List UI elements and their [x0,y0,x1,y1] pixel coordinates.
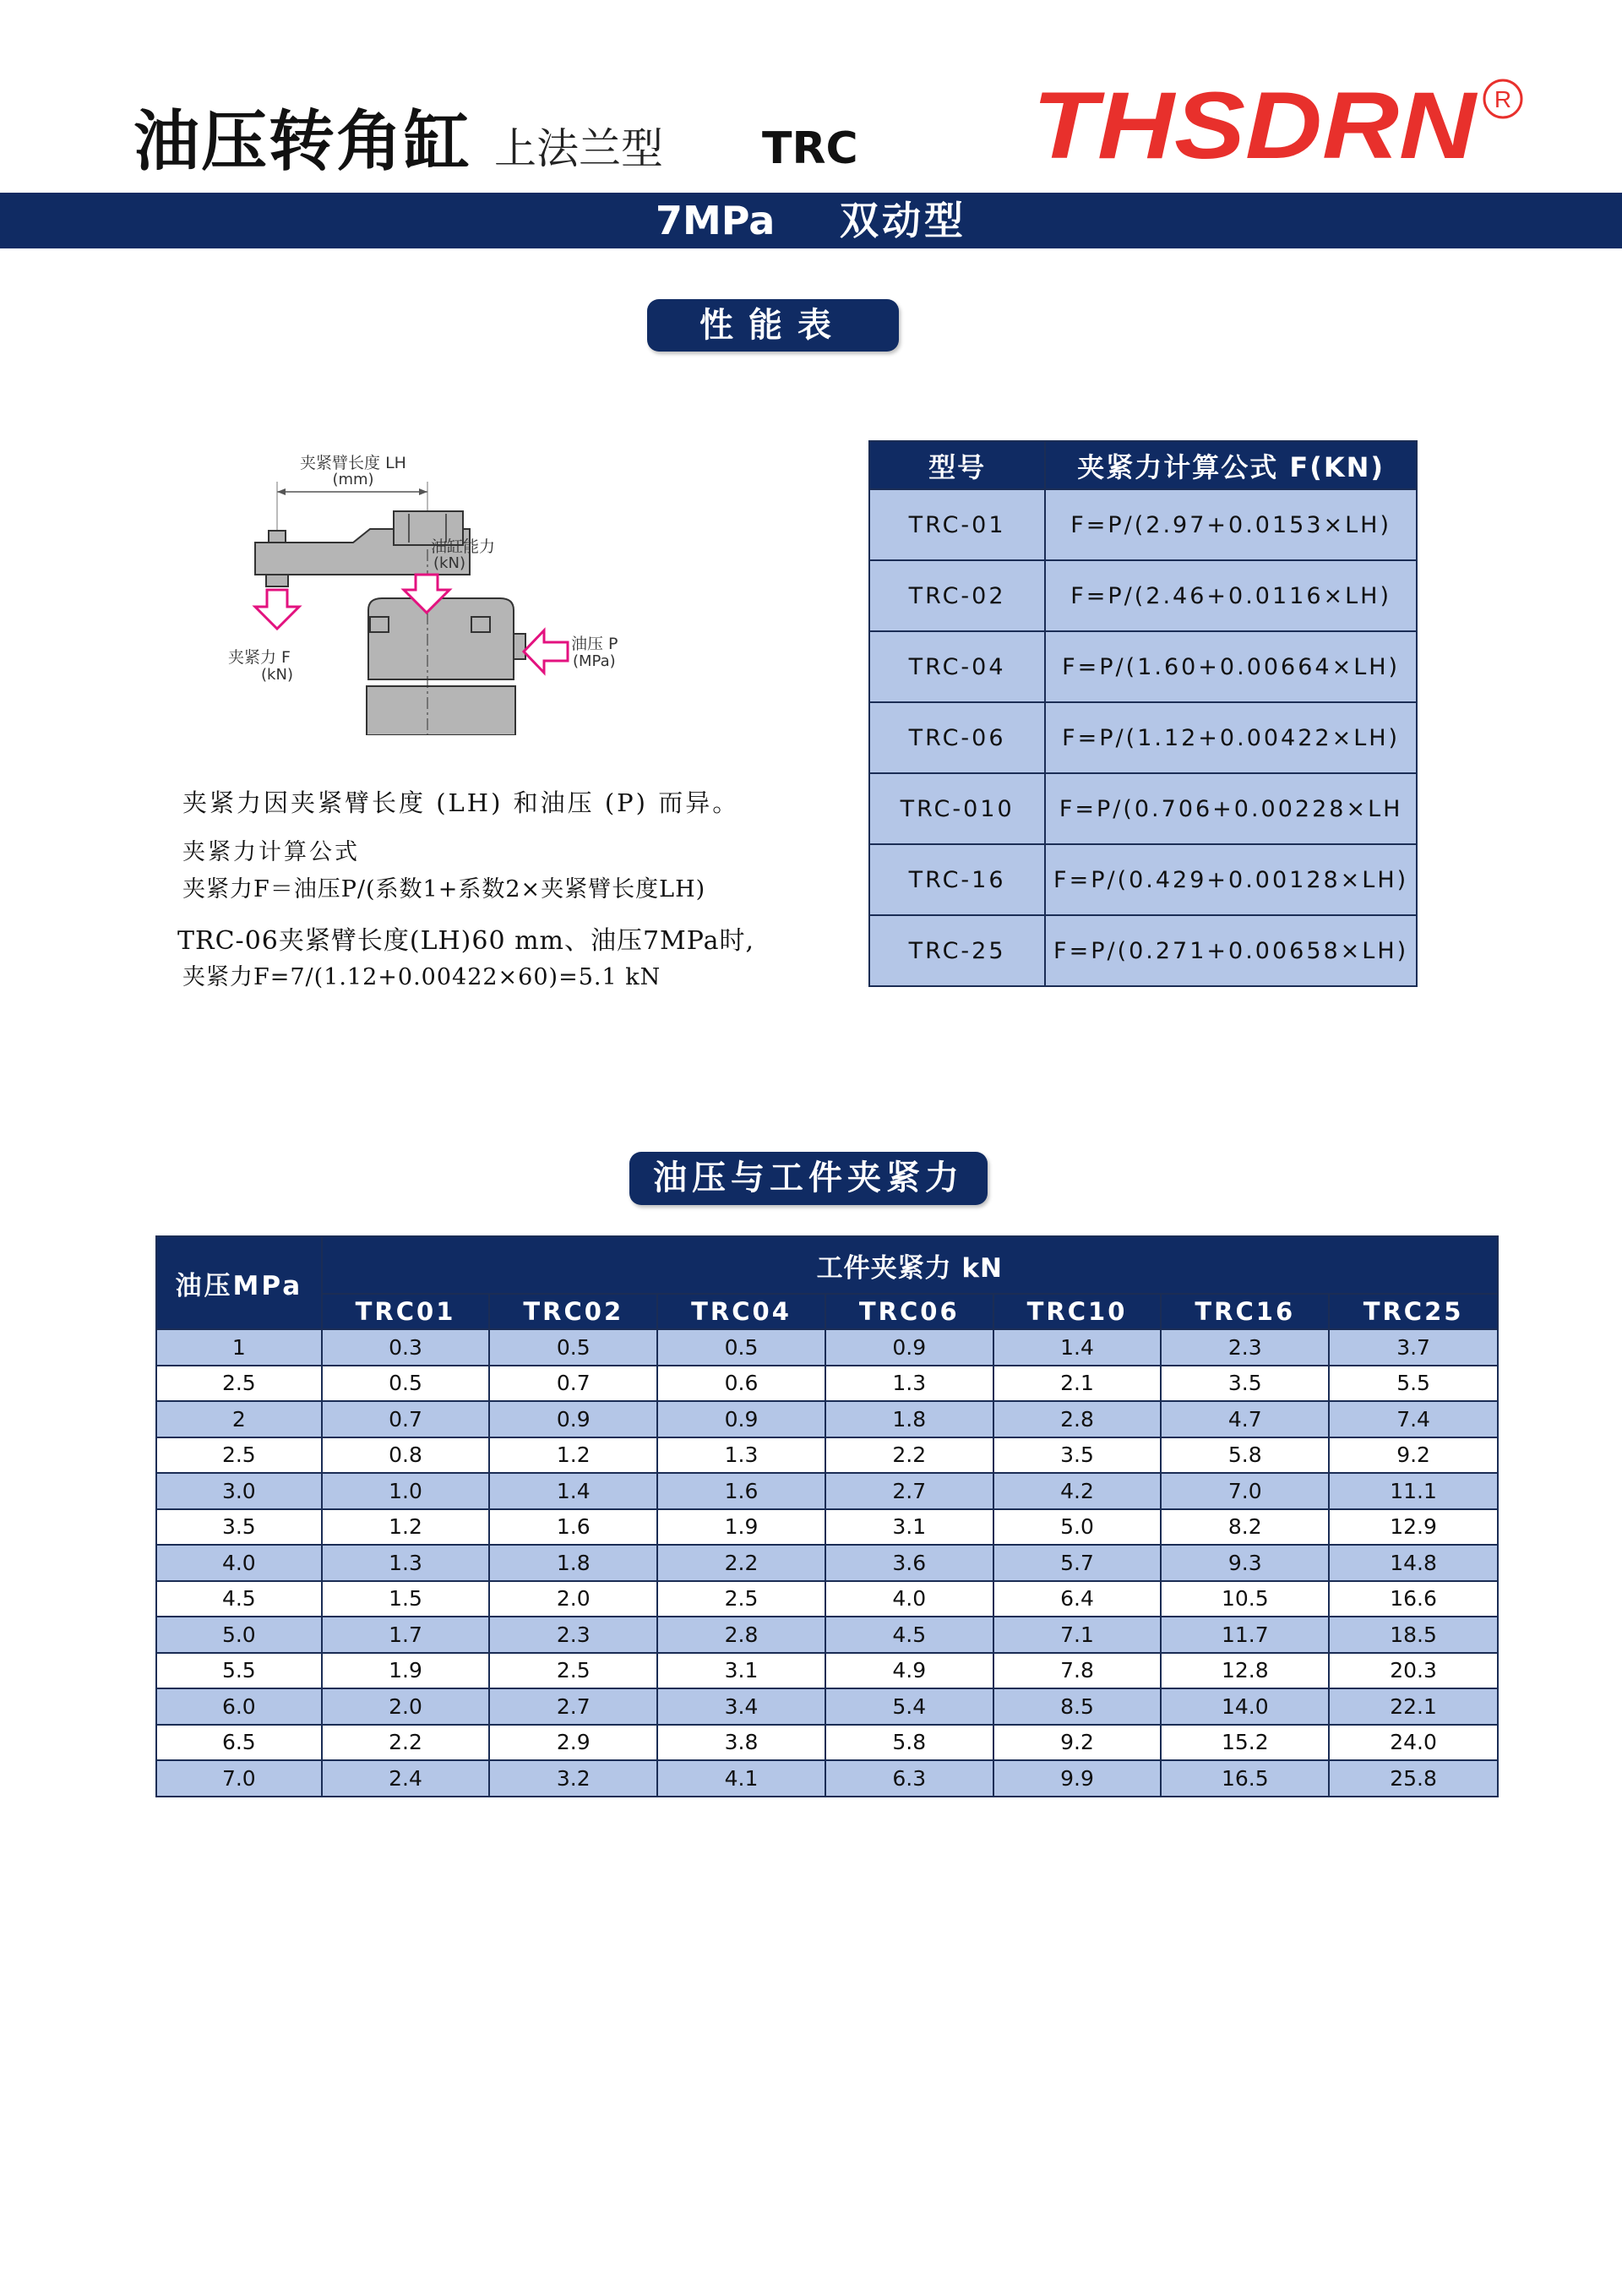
clamping-force-table [155,1235,1499,1797]
force-cell: 7.8 [993,1653,1162,1689]
oil-pressure-label: 油压 P [571,635,618,653]
pressure-cell: 6.0 [156,1688,322,1725]
page-subtitle: 上法兰型 [494,124,663,173]
cyl-capacity-label: 油缸能力 [431,537,496,556]
pressure-cell: 5.0 [156,1617,322,1653]
force-cell: 2.5 [657,1581,825,1617]
force-cell: 10.5 [1161,1581,1329,1617]
force-cell: 3.8 [657,1725,825,1761]
force-cell: 0.6 [657,1366,825,1402]
force-cell: 3.1 [657,1653,825,1689]
force-cell: 1.3 [825,1366,993,1402]
pressure-cell: 2.5 [156,1437,322,1474]
band-type: 双动型 [840,198,966,243]
table-row [156,1366,1498,1402]
force-cell: 2.7 [825,1473,993,1509]
force-cell: 9.9 [993,1760,1162,1797]
force-cell: 2.2 [657,1545,825,1581]
model-cell: TRC-04 [869,631,1045,702]
force-cell: 2.2 [322,1725,490,1761]
force-cell: 1.9 [322,1653,490,1689]
force-cell: 0.5 [657,1329,825,1366]
force-cell: 22.1 [1329,1688,1498,1725]
note-line-4: TRC-06夹紧臂长度(LH)60 mm、油压7MPa时, [177,926,755,956]
force-cell: 7.4 [1329,1401,1498,1437]
force-cell: 2.4 [322,1760,490,1797]
registered-mark-text: R [1494,86,1512,112]
formula-cell: F=P/(1.60+0.00664×LH) [1045,631,1417,702]
force-cell: 2.8 [993,1401,1162,1437]
arm-length-label: 夹紧臂长度 LH [300,454,406,472]
force-cell: 7.0 [1161,1473,1329,1509]
force-cell: 0.8 [322,1437,490,1474]
table-row [156,1617,1498,1653]
clamp-diagram [228,448,532,735]
column-header: TRC01 [322,1294,490,1329]
force-cell: 0.3 [322,1329,490,1366]
force-cell: 7.1 [993,1617,1162,1653]
force-cell: 6.4 [993,1581,1162,1617]
section-title-performance: 性能表 [647,299,899,352]
pressure-cell: 4.0 [156,1545,322,1581]
force-cell: 3.1 [825,1509,993,1546]
formula-cell: F=P/(2.97+0.0153×LH) [1045,489,1417,560]
oil-pressure-unit: (MPa) [573,652,616,670]
header-band [0,193,1622,248]
force-cell: 3.6 [825,1545,993,1581]
formula-table [868,440,1418,987]
column-header: TRC04 [657,1294,825,1329]
force-cell: 1.4 [489,1473,657,1509]
table-row [156,1401,1498,1437]
force-cell: 2.8 [657,1617,825,1653]
force-cell: 25.8 [1329,1760,1498,1797]
force-cell: 11.1 [1329,1473,1498,1509]
force-cell: 12.8 [1161,1653,1329,1689]
brand-logo-text: THSDRN [1032,80,1478,173]
pressure-cell: 2.5 [156,1366,322,1402]
note-line-3: 夹紧力F＝油压P/(系数1+系数2×夹紧臂长度LH) [182,876,706,903]
force-cell: 1.8 [489,1545,657,1581]
model-cell: TRC-16 [869,844,1045,915]
force-cell: 4.1 [657,1760,825,1797]
model-cell: TRC-01 [869,489,1045,560]
pressure-cell: 5.5 [156,1653,322,1689]
force-cell: 0.7 [489,1366,657,1402]
column-header: TRC10 [993,1294,1162,1329]
force-cell: 8.5 [993,1688,1162,1725]
force-cell: 1.6 [657,1473,825,1509]
force-cell: 1.8 [825,1401,993,1437]
force-cell: 9.3 [1161,1545,1329,1581]
formula-cell: F=P/(0.706+0.00228×LH [1045,773,1417,844]
force-cell: 1.6 [489,1509,657,1546]
formula-cell: F=P/(1.12+0.00422×LH) [1045,702,1417,773]
clamp-force-unit: (kN) [261,666,293,684]
force-cell: 3.5 [1161,1366,1329,1402]
force-cell: 0.5 [322,1366,490,1402]
force-cell: 5.8 [825,1725,993,1761]
force-cell: 1.2 [489,1437,657,1474]
force-cell: 9.2 [993,1725,1162,1761]
model-cell: TRC-02 [869,560,1045,631]
row-header-pressure: 油压MPa [156,1236,322,1329]
registered-mark-icon [1480,76,1526,122]
table-row [156,1473,1498,1509]
model-cell: TRC-25 [869,915,1045,986]
force-cell: 0.9 [657,1401,825,1437]
force-cell: 4.2 [993,1473,1162,1509]
formula-cell: F=P/(0.429+0.00128×LH) [1045,844,1417,915]
formula-cell: F=P/(2.46+0.0116×LH) [1045,560,1417,631]
force-cell: 1.5 [322,1581,490,1617]
force-cell: 1.2 [322,1509,490,1546]
force-cell: 3.7 [1329,1329,1498,1366]
force-cell: 4.0 [825,1581,993,1617]
model-cell: TRC-06 [869,702,1045,773]
formula-row [869,702,1417,773]
formula-row [869,560,1417,631]
force-cell: 2.7 [489,1688,657,1725]
force-cell: 1.3 [322,1545,490,1581]
force-cell: 5.0 [993,1509,1162,1546]
table-row [156,1760,1498,1797]
column-header: TRC02 [489,1294,657,1329]
force-cell: 14.8 [1329,1545,1498,1581]
force-cell: 4.5 [825,1617,993,1653]
note-line-1: 夹紧力因夹紧臂长度 (LH) 和油压 (P) 而异。 [182,788,740,817]
force-cell: 12.9 [1329,1509,1498,1546]
section-title-clamping-force: 油压与工件夹紧力 [629,1152,988,1205]
table-row [156,1688,1498,1725]
force-cell: 5.7 [993,1545,1162,1581]
table-row [156,1581,1498,1617]
note-line-5: 夹紧力F=7/(1.12+0.00422×60)=5.1 kN [182,964,661,990]
formula-table-header [869,441,1417,489]
force-cell: 9.2 [1329,1437,1498,1474]
pressure-cell: 3.0 [156,1473,322,1509]
model-code: TRC [762,123,858,174]
band-pressure: 7MPa [656,198,776,243]
column-header: TRC25 [1329,1294,1498,1329]
table-row [156,1545,1498,1581]
formula-row [869,915,1417,986]
force-cell: 24.0 [1329,1725,1498,1761]
pressure-cell: 6.5 [156,1725,322,1761]
force-cell: 20.3 [1329,1653,1498,1689]
formula-row [869,844,1417,915]
pressure-cell: 4.5 [156,1581,322,1617]
force-cell: 5.5 [1329,1366,1498,1402]
cyl-capacity-unit: (kN) [433,554,465,572]
header-model: 型号 [869,441,1045,489]
table-row [156,1437,1498,1474]
force-cell: 5.8 [1161,1437,1329,1474]
table-row [156,1725,1498,1761]
force-cell: 0.9 [825,1329,993,1366]
force-cell: 4.7 [1161,1401,1329,1437]
force-cell: 0.7 [322,1401,490,1437]
force-cell: 2.1 [993,1366,1162,1402]
force-cell: 4.9 [825,1653,993,1689]
force-cell: 2.3 [1161,1329,1329,1366]
pressure-cell: 1 [156,1329,322,1366]
force-cell: 18.5 [1329,1617,1498,1653]
force-cell: 3.4 [657,1688,825,1725]
force-cell: 14.0 [1161,1688,1329,1725]
force-cell: 6.3 [825,1760,993,1797]
force-cell: 1.4 [993,1329,1162,1366]
pressure-cell: 7.0 [156,1760,322,1797]
model-cell: TRC-010 [869,773,1045,844]
group-header-force: 工件夹紧力 kN [322,1236,1498,1294]
force-cell: 8.2 [1161,1509,1329,1546]
force-cell: 2.0 [322,1688,490,1725]
force-cell: 2.2 [825,1437,993,1474]
force-cell: 16.5 [1161,1760,1329,1797]
force-cell: 2.9 [489,1725,657,1761]
table-row [156,1653,1498,1689]
force-cell: 1.0 [322,1473,490,1509]
force-cell: 5.4 [825,1688,993,1725]
formula-row [869,631,1417,702]
table-row [156,1509,1498,1546]
force-cell: 15.2 [1161,1725,1329,1761]
force-cell: 1.9 [657,1509,825,1546]
force-cell: 16.6 [1329,1581,1498,1617]
force-cell: 1.3 [657,1437,825,1474]
pressure-cell: 2 [156,1401,322,1437]
force-cell: 2.5 [489,1653,657,1689]
table-row [156,1329,1498,1366]
brand-logo [1032,80,1480,173]
page-title: 油压转角缸 [133,104,472,180]
header-formula: 夹紧力计算公式 F(KN) [1045,441,1417,489]
pressure-cell: 3.5 [156,1509,322,1546]
force-cell: 2.3 [489,1617,657,1653]
formula-row [869,773,1417,844]
force-cell: 11.7 [1161,1617,1329,1653]
force-cell: 0.5 [489,1329,657,1366]
formula-cell: F=P/(0.271+0.00658×LH) [1045,915,1417,986]
force-cell: 0.9 [489,1401,657,1437]
column-header: TRC16 [1161,1294,1329,1329]
formula-row [869,489,1417,560]
force-cell: 1.7 [322,1617,490,1653]
note-line-2: 夹紧力计算公式 [182,839,360,865]
oil-pressure-callout [520,624,689,683]
force-cell: 3.5 [993,1437,1162,1474]
clamp-force-label: 夹紧力 F [228,648,291,667]
column-header: TRC06 [825,1294,993,1329]
force-cell: 2.0 [489,1581,657,1617]
force-cell: 3.2 [489,1760,657,1797]
arm-length-unit: (mm) [332,471,374,488]
